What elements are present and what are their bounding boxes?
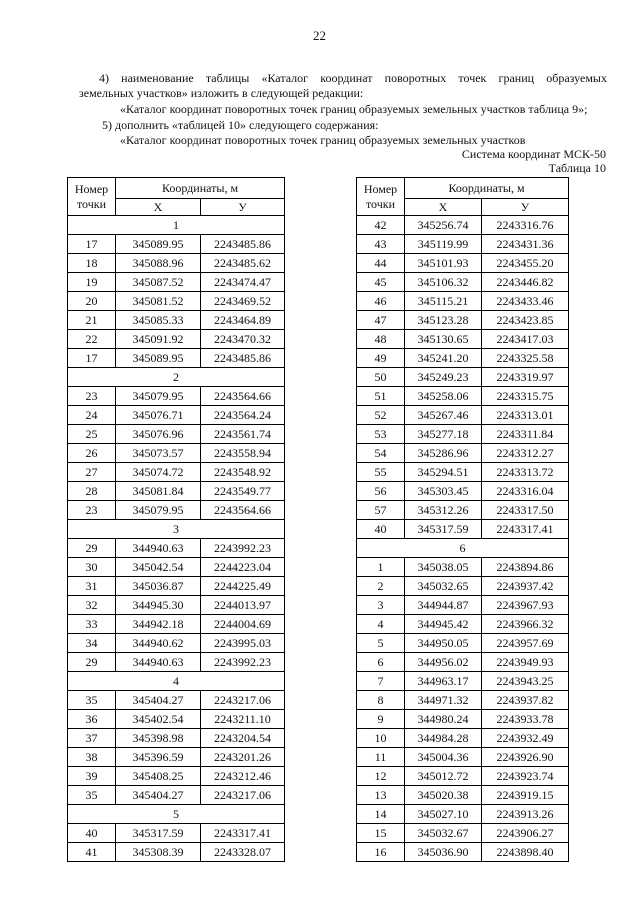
point-number-cell: 47 [357, 311, 405, 330]
table-row [357, 349, 569, 368]
x-coordinate-cell: 345101.93 [405, 254, 482, 273]
table-row [357, 311, 569, 330]
y-coordinate-cell: 2244225.49 [201, 577, 285, 596]
table-row [357, 748, 569, 767]
section-row [68, 805, 285, 824]
point-number-cell: 32 [68, 596, 116, 615]
x-coordinate-cell: 344980.24 [405, 710, 482, 729]
table-row [357, 634, 569, 653]
y-coordinate-cell: 2243312.27 [482, 444, 569, 463]
x-coordinate-cell: 345089.95 [116, 349, 201, 368]
y-coordinate-cell: 2243325.58 [482, 349, 569, 368]
point-number-cell: 45 [357, 273, 405, 292]
x-coordinate-cell: 345396.59 [116, 748, 201, 767]
table-row [357, 482, 569, 501]
x-coordinate-cell: 345258.06 [405, 387, 482, 406]
y-coordinate-cell: 2243548.92 [201, 463, 285, 482]
x-coordinate-cell: 345241.20 [405, 349, 482, 368]
table-row [357, 843, 569, 862]
point-number-cell: 22 [68, 330, 116, 349]
point-number-header-line-2: точки [76, 196, 107, 211]
point-number-cell: 18 [68, 254, 116, 273]
y-coordinate-cell: 2244004.69 [201, 615, 285, 634]
point-number-cell: 19 [68, 273, 116, 292]
y-coordinate-cell: 2243564.66 [201, 387, 285, 406]
table-row [357, 786, 569, 805]
point-number-cell: 20 [68, 292, 116, 311]
point-number-cell: 13 [357, 786, 405, 805]
table-row [357, 330, 569, 349]
x-coordinate-cell: 344971.32 [405, 691, 482, 710]
y-coordinate-cell: 2243919.15 [482, 786, 569, 805]
table-row [68, 425, 285, 444]
y-coordinate-cell: 2243311.84 [482, 425, 569, 444]
x-coordinate-cell: 345408.25 [116, 767, 201, 786]
table-row [68, 501, 285, 520]
x-coordinate-cell: 345032.67 [405, 824, 482, 843]
x-coordinate-cell: 345073.57 [116, 444, 201, 463]
x-coordinate-cell: 345398.98 [116, 729, 201, 748]
table-row [357, 216, 569, 235]
table-row [357, 577, 569, 596]
x-coordinate-cell: 345081.52 [116, 292, 201, 311]
point-number-cell: 43 [357, 235, 405, 254]
y-coordinate-cell: 2243561.74 [201, 425, 285, 444]
point-number-cell: 30 [68, 558, 116, 577]
point-number-cell: 29 [68, 653, 116, 672]
x-coordinate-cell: 345286.96 [405, 444, 482, 463]
y-coordinate-cell: 2243966.32 [482, 615, 569, 634]
x-coordinate-cell: 345249.23 [405, 368, 482, 387]
point-number-cell: 56 [357, 482, 405, 501]
table-row [68, 596, 285, 615]
table-label: Таблица 10 [548, 161, 606, 175]
y-coordinate-cell: 2243898.40 [482, 843, 569, 862]
y-coordinate-cell: 2243317.41 [201, 824, 285, 843]
y-coordinate-cell: 2243932.49 [482, 729, 569, 748]
table-row [68, 387, 285, 406]
y-coordinate-cell: 2243923.74 [482, 767, 569, 786]
table-row [68, 482, 285, 501]
table-row [357, 558, 569, 577]
table-row [357, 596, 569, 615]
y-coordinate-cell: 2243315.75 [482, 387, 569, 406]
table-row [68, 577, 285, 596]
x-coordinate-cell: 345089.95 [116, 235, 201, 254]
x-coordinate-cell: 345079.95 [116, 501, 201, 520]
y-coordinate-cell: 2243967.93 [482, 596, 569, 615]
section-number: 3 [68, 520, 285, 539]
y-coordinate-cell: 2243317.50 [482, 501, 569, 520]
y-coordinate-cell: 2243992.23 [201, 539, 285, 558]
point-number-cell: 17 [68, 235, 116, 254]
page-number: 22 [313, 28, 326, 43]
x-coordinate-cell: 345076.71 [116, 406, 201, 425]
x-coordinate-cell: 344940.63 [116, 539, 201, 558]
table-row [68, 292, 285, 311]
point-number-cell: 51 [357, 387, 405, 406]
x-coordinate-cell: 344950.05 [405, 634, 482, 653]
y-coordinate-cell: 2243201.26 [201, 748, 285, 767]
table-row [68, 254, 285, 273]
x-coordinate-cell: 344984.28 [405, 729, 482, 748]
table-row [68, 558, 285, 577]
point-number-cell: 10 [357, 729, 405, 748]
x-coordinate-cell: 345076.96 [116, 425, 201, 444]
y-coordinate-cell: 2243431.36 [482, 235, 569, 254]
point-number-cell: 3 [357, 596, 405, 615]
x-coordinate-cell: 345091.92 [116, 330, 201, 349]
table-row [357, 292, 569, 311]
x-coordinate-cell: 344945.42 [405, 615, 482, 634]
y-coordinate-cell: 2243937.42 [482, 577, 569, 596]
point-number-cell: 46 [357, 292, 405, 311]
table-row [357, 710, 569, 729]
point-number-cell: 25 [68, 425, 116, 444]
table-row [68, 330, 285, 349]
y-coordinate-cell: 2243313.72 [482, 463, 569, 482]
table-row [68, 235, 285, 254]
x-coordinate-cell: 345308.39 [116, 843, 201, 862]
point-number-header [357, 178, 405, 216]
x-coordinate-cell: 345036.87 [116, 577, 201, 596]
y-coordinate-cell: 2243906.27 [482, 824, 569, 843]
x-coordinate-cell: 345087.52 [116, 273, 201, 292]
point-number-cell: 6 [357, 653, 405, 672]
table-row [357, 254, 569, 273]
table-row [68, 786, 285, 805]
y-coordinate-cell: 2243317.41 [482, 520, 569, 539]
table-row [68, 539, 285, 558]
point-number-cell: 48 [357, 330, 405, 349]
x-coordinate-cell: 345119.99 [405, 235, 482, 254]
table-row [357, 463, 569, 482]
x-coordinate-cell: 345106.32 [405, 273, 482, 292]
y-coordinate-cell: 2243937.82 [482, 691, 569, 710]
x-coordinate-cell: 345130.65 [405, 330, 482, 349]
y-coordinate-cell: 2243464.89 [201, 311, 285, 330]
point-number-cell: 53 [357, 425, 405, 444]
paragraph-item-4-line-1: 4) наименование таблицы «Каталог координат поворотных точек границ образуемых [99, 71, 607, 85]
x-coordinate-cell: 345256.74 [405, 216, 482, 235]
table-row [68, 729, 285, 748]
table-row [68, 615, 285, 634]
point-number-cell: 44 [357, 254, 405, 273]
point-number-cell: 2 [357, 577, 405, 596]
y-coordinate-cell: 2243913.26 [482, 805, 569, 824]
section-number: 2 [68, 368, 285, 387]
y-coordinate-cell: 2243564.66 [201, 501, 285, 520]
y-coordinate-cell: 2243417.03 [482, 330, 569, 349]
x-column-header: X [116, 199, 201, 216]
table-row [68, 406, 285, 425]
x-coordinate-cell: 345115.21 [405, 292, 482, 311]
y-coordinate-cell: 2243211.10 [201, 710, 285, 729]
point-number-cell: 40 [68, 824, 116, 843]
y-coordinate-cell: 2243328.07 [201, 843, 285, 862]
y-coordinate-cell: 2243470.32 [201, 330, 285, 349]
section-row [68, 216, 285, 235]
paragraph-item-4-line-2: земельных участков» изложить в следующей редакции: [79, 86, 364, 100]
table-row [357, 501, 569, 520]
table-row [68, 824, 285, 843]
point-number-cell: 57 [357, 501, 405, 520]
x-coordinate-cell: 345085.33 [116, 311, 201, 330]
point-number-cell: 7 [357, 672, 405, 691]
point-number-cell: 15 [357, 824, 405, 843]
y-coordinate-cell: 2243485.62 [201, 254, 285, 273]
point-number-header [68, 178, 116, 216]
section-number: 1 [68, 216, 285, 235]
point-number-cell: 50 [357, 368, 405, 387]
y-coordinate-cell: 2243995.03 [201, 634, 285, 653]
point-number-cell: 1 [357, 558, 405, 577]
y-coordinate-cell: 2243949.93 [482, 653, 569, 672]
table-row [357, 672, 569, 691]
x-coordinate-cell: 345317.59 [116, 824, 201, 843]
point-number-cell: 26 [68, 444, 116, 463]
y-coordinate-cell: 2243933.78 [482, 710, 569, 729]
y-coordinate-cell: 2243204.54 [201, 729, 285, 748]
y-coordinate-cell: 2243316.76 [482, 216, 569, 235]
point-number-cell: 38 [68, 748, 116, 767]
x-coordinate-cell: 344963.17 [405, 672, 482, 691]
y-coordinate-cell: 2243894.86 [482, 558, 569, 577]
table-row [357, 368, 569, 387]
point-number-cell: 35 [68, 786, 116, 805]
x-coordinate-cell: 344945.30 [116, 596, 201, 615]
y-coordinate-cell: 2243992.23 [201, 653, 285, 672]
coordinate-system-label: Система координат МСК-50 [461, 147, 606, 161]
table-row [68, 691, 285, 710]
y-coordinate-cell: 2243558.94 [201, 444, 285, 463]
y-coordinate-cell: 2243926.90 [482, 748, 569, 767]
point-number-cell: 37 [68, 729, 116, 748]
table-row [68, 748, 285, 767]
table-row [357, 653, 569, 672]
table-row [357, 824, 569, 843]
point-number-cell: 36 [68, 710, 116, 729]
x-coordinate-cell: 345038.05 [405, 558, 482, 577]
point-number-cell: 41 [68, 843, 116, 862]
table-row [68, 349, 285, 368]
y-coordinate-cell: 2243316.04 [482, 482, 569, 501]
table-row [357, 805, 569, 824]
y-coordinate-cell: 2243549.77 [201, 482, 285, 501]
y-coordinate-cell: 2243485.86 [201, 349, 285, 368]
point-number-cell: 16 [357, 843, 405, 862]
section-number: 6 [357, 539, 569, 558]
point-number-cell: 31 [68, 577, 116, 596]
x-coordinate-cell: 344942.18 [116, 615, 201, 634]
x-coordinate-cell: 345042.54 [116, 558, 201, 577]
point-number-cell: 52 [357, 406, 405, 425]
table-row [357, 444, 569, 463]
point-number-cell: 17 [68, 349, 116, 368]
section-number: 4 [68, 672, 285, 691]
x-coordinate-cell: 345027.10 [405, 805, 482, 824]
x-coordinate-cell: 345088.96 [116, 254, 201, 273]
x-coordinate-cell: 345079.95 [116, 387, 201, 406]
table-row [357, 691, 569, 710]
x-coordinate-cell: 344940.62 [116, 634, 201, 653]
coordinates-table-right [356, 177, 569, 862]
point-number-cell: 28 [68, 482, 116, 501]
point-number-cell: 4 [357, 615, 405, 634]
point-number-cell: 55 [357, 463, 405, 482]
y-coordinate-cell: 2243485.86 [201, 235, 285, 254]
table-row [68, 634, 285, 653]
table-row [357, 767, 569, 786]
point-number-cell: 14 [357, 805, 405, 824]
table-row [357, 425, 569, 444]
x-coordinate-cell: 344940.63 [116, 653, 201, 672]
table-row [68, 767, 285, 786]
x-coordinate-cell: 345404.27 [116, 786, 201, 805]
x-coordinate-cell: 345317.59 [405, 520, 482, 539]
paragraph-item-4-line-3: «Каталог координат поворотных точек границ образуемых земельных участков таблица 9»; [120, 102, 588, 116]
table-row [357, 406, 569, 425]
table-row [357, 615, 569, 634]
table-row [357, 235, 569, 254]
section-row [357, 539, 569, 558]
y-coordinate-cell: 2243455.20 [482, 254, 569, 273]
x-coordinate-cell: 345123.28 [405, 311, 482, 330]
x-coordinate-cell: 345277.18 [405, 425, 482, 444]
point-number-cell: 27 [68, 463, 116, 482]
point-number-cell: 35 [68, 691, 116, 710]
point-number-cell: 40 [357, 520, 405, 539]
point-number-cell: 23 [68, 387, 116, 406]
y-coordinate-cell: 2243212.46 [201, 767, 285, 786]
point-number-header-line-1: Номер [363, 181, 398, 196]
x-coordinate-cell: 345074.72 [116, 463, 201, 482]
x-coordinate-cell: 344956.02 [405, 653, 482, 672]
point-number-cell: 29 [68, 539, 116, 558]
point-number-cell: 23 [68, 501, 116, 520]
table-row [68, 444, 285, 463]
coordinates-table-left [67, 177, 285, 862]
point-number-cell: 54 [357, 444, 405, 463]
x-coordinate-cell: 345303.45 [405, 482, 482, 501]
section-row [68, 368, 285, 387]
point-number-cell: 34 [68, 634, 116, 653]
table-row [357, 387, 569, 406]
y-coordinate-cell: 2243474.47 [201, 273, 285, 292]
x-coordinate-cell: 345294.51 [405, 463, 482, 482]
y-coordinate-cell: 2243313.01 [482, 406, 569, 425]
x-coordinate-cell: 344944.87 [405, 596, 482, 615]
table-row [68, 273, 285, 292]
point-number-header-line-1: Номер [74, 181, 109, 196]
point-number-cell: 21 [68, 311, 116, 330]
y-coordinate-cell: 2244223.04 [201, 558, 285, 577]
paragraph-catalog-title: «Каталог координат поворотных точек границ образуемых земельных участков [120, 133, 526, 147]
y-coordinate-cell: 2243446.82 [482, 273, 569, 292]
coordinates-header: Координаты, м [405, 178, 569, 199]
paragraph-item-5: 5) дополнить «таблицей 10» следующего содержания: [102, 118, 379, 132]
x-coordinate-cell: 345036.90 [405, 843, 482, 862]
x-coordinate-cell: 345004.36 [405, 748, 482, 767]
point-number-header-line-2: точки [365, 196, 396, 211]
table-row [357, 273, 569, 292]
x-coordinate-cell: 345267.46 [405, 406, 482, 425]
point-number-cell: 39 [68, 767, 116, 786]
table-row [68, 311, 285, 330]
x-coordinate-cell: 345402.54 [116, 710, 201, 729]
x-column-header: X [405, 199, 482, 216]
x-coordinate-cell: 345012.72 [405, 767, 482, 786]
y-coordinate-cell: 2243217.06 [201, 786, 285, 805]
table-row [357, 729, 569, 748]
section-row [68, 520, 285, 539]
section-number: 5 [68, 805, 285, 824]
coordinates-header: Координаты, м [116, 178, 285, 199]
table-row [68, 463, 285, 482]
y-column-header: У [482, 199, 569, 216]
point-number-cell: 8 [357, 691, 405, 710]
table-row [68, 710, 285, 729]
y-coordinate-cell: 2243433.46 [482, 292, 569, 311]
y-coordinate-cell: 2243423.85 [482, 311, 569, 330]
x-coordinate-cell: 345032.65 [405, 577, 482, 596]
x-coordinate-cell: 345081.84 [116, 482, 201, 501]
table-row [357, 520, 569, 539]
point-number-cell: 5 [357, 634, 405, 653]
y-coordinate-cell: 2243319.97 [482, 368, 569, 387]
x-coordinate-cell: 345020.38 [405, 786, 482, 805]
y-column-header: У [201, 199, 285, 216]
x-coordinate-cell: 345404.27 [116, 691, 201, 710]
table-row [68, 843, 285, 862]
point-number-cell: 42 [357, 216, 405, 235]
table-row [68, 653, 285, 672]
y-coordinate-cell: 2243943.25 [482, 672, 569, 691]
point-number-cell: 11 [357, 748, 405, 767]
section-row [68, 672, 285, 691]
point-number-cell: 9 [357, 710, 405, 729]
point-number-cell: 24 [68, 406, 116, 425]
x-coordinate-cell: 345312.26 [405, 501, 482, 520]
y-coordinate-cell: 2244013.97 [201, 596, 285, 615]
y-coordinate-cell: 2243217.06 [201, 691, 285, 710]
point-number-cell: 49 [357, 349, 405, 368]
y-coordinate-cell: 2243469.52 [201, 292, 285, 311]
y-coordinate-cell: 2243564.24 [201, 406, 285, 425]
y-coordinate-cell: 2243957.69 [482, 634, 569, 653]
point-number-cell: 12 [357, 767, 405, 786]
point-number-cell: 33 [68, 615, 116, 634]
